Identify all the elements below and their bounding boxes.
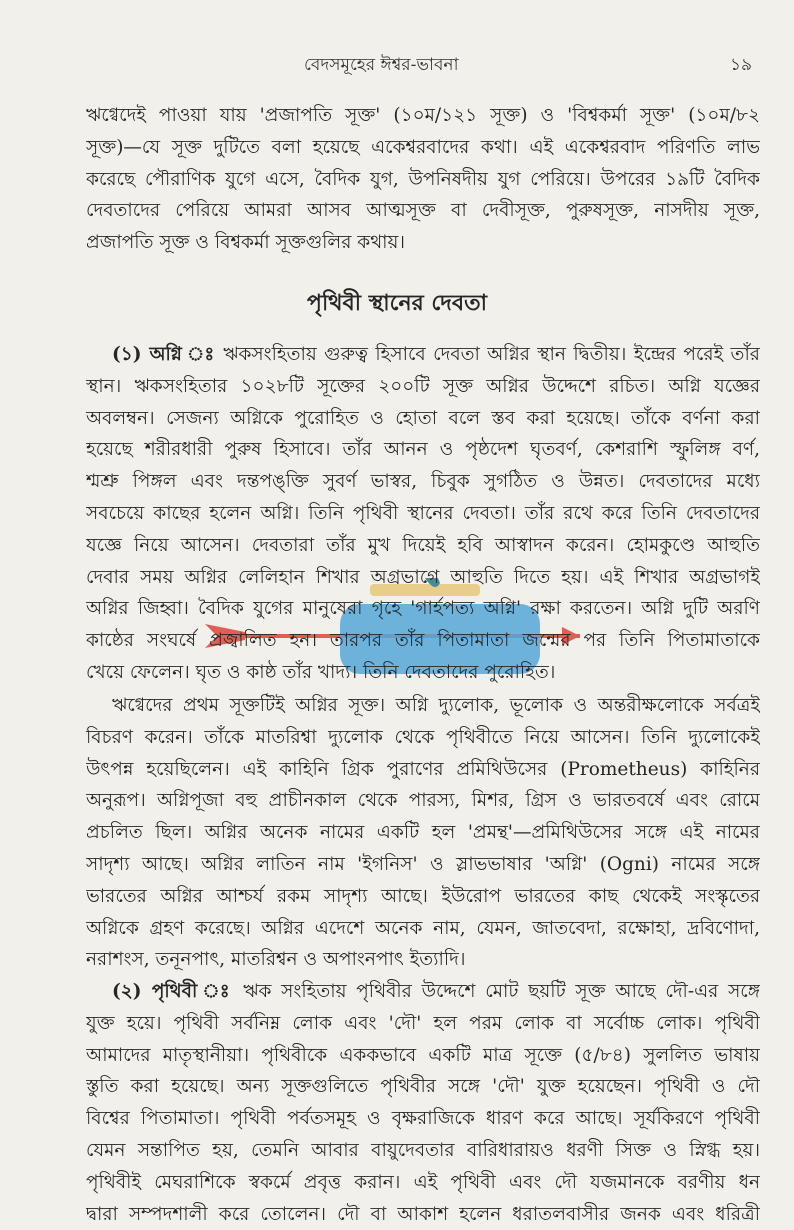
text-line: কাষ্ঠের সংঘর্ষে প্রজ্বালিত হন। তারপর তাঁর পিতামাতা জন্মের পর তিনি পিতামাতাকে [86,630,760,652]
text-line: হয়েছে শরীরধারী পুরুষ হিসাবে। তাঁর আনন ও পৃষ্ঠদেশ ঘৃতবর্ণ, কেশরাশি স্ফুলিঙ্গ বর্ণ, [86,439,760,461]
text-line: স্তুতি করা হয়েছে। অন্য সূক্তগুলিতে পৃথিবীর সঙ্গে 'দৌ' যুক্ত হয়েছেন। পৃথিবী ও দৌ [86,1076,760,1098]
text-line [86,339,760,371]
running-title: বেদসমূহের ঈশ্বর-ভাবনা [304,55,459,75]
text-line: দ্বারা সম্পদশালী করে তোলেন। দৌ বা আকাশ হলেন ধরাতলবাসীর জনক এবং ধরিত্রী [86,1203,760,1225]
text-line: স্থান। ঋকসংহিতার ১০২৮টি সূক্তের ২০০টি সূক্ত অগ্নির উদ্দেশে রচিত। অগ্নি যজ্ঞের [86,375,760,397]
text-line: সাদৃশ্য আছে। অগ্নির লাতিন নাম 'ইগনিস' ও স্লাভভাষার 'অগ্নি' (Ogni) নামের সঙ্গে [86,853,760,875]
text-line: বিচরণ করেন। তাঁকে মাতরিশ্বা দ্যুলোক থেকে পৃথিবীতে নিয়ে আসেন। তিনি দ্যুলোকেই [86,726,760,748]
text-segment: ঋক সংহিতায় পৃথিবীর উদ্দেশে মোট ছয়টি সূক্ত আছে দৌ-এর সঙ্গে [243,981,760,1002]
text-line: শ্মশ্রু পিঙ্গল এবং দন্তপঙ্‌ক্তি সুবর্ণ ভাস্বর, চিবুক সুগঠিত ও উন্নত। দেবতাদের মধ্যে [86,471,760,493]
prithivi-label: (২) পৃথিবী ঃ [112,981,234,1002]
text-segment: ঋকসংহিতায় গুরুত্ব হিসাবে দেবতা অগ্নির স্থান দ্বিতীয়। ইন্দ্রের পরেই তাঁর [223,344,760,365]
text-line: সবচেয়ে কাছের হলেন অগ্নি। তিনি পৃথিবী স্থানের দেবতা। তাঁর রথে করে তিনি দেবতাদের [86,502,760,524]
text-line: আমাদের মাতৃস্থানীয়া। পৃথিবীকে এককভাবে একটি মাত্র সূক্তে (৫/৮৪) সুললিত ভাষায় [86,1044,760,1066]
text-line: ঋগ্বেদের প্রথম সূক্তটিই অগ্নির সূক্ত। অগ্নি দ্যুলোক, ভূলোক ও অন্তরীক্ষলোকে সর্বত্রই [112,695,760,716]
prithivi-paragraph [86,976,760,1230]
text-line: খেয়ে ফেলেন। ঘৃত ও কাষ্ঠ তাঁর খাদ্য। তিনি দেবতাদের পুরোহিত। [86,661,556,683]
agni-label: (১) অগ্নি ঃ [112,344,216,365]
text-line: যেমন সন্তাপিত হয়, তেমনি আবার বায়ুদেবতার বারিধারায়ও ধরণী সিক্ত ও স্নিগ্ধ হয়। [86,1139,760,1161]
page-number: ১৯ [730,55,753,75]
text-line: অবলম্বন। সেজন্য অগ্নিকে পুরোহিত ও হোতা বলে স্তব করা হয়েছে। তাঁকে বর্ণনা করা [86,407,760,429]
text-line: প্রজাপতি সূক্ত ও বিশ্বকর্মা সূক্তগুলির কথায়। [86,232,406,254]
intro-paragraph [86,100,760,259]
section-heading: পৃথিবী স্থানের দেবতা [307,290,487,316]
text-line: অগ্নিকে গ্রহণ করেছে। অগ্নির এদেশে অনেক নাম, যেমন, জাতবেদা, রক্ষোহা, দ্রবিণোদা, [86,917,760,939]
text-line: পৃথিবীই মেঘরাশিকে স্বকর্মে প্রবৃত্ত করান। এই পৃথিবী এবং দৌ যজমানকে বরণীয় ধন [86,1171,760,1193]
text-line: অগ্নির জিহ্বা। বৈদিক যুগের মানুষেরা গৃহে 'গার্হপত্য অগ্নি' রক্ষা করতেন। অগ্নি দুটি অরণি [86,598,760,620]
text-line: অনুরূপ। অগ্নিপূজা বহু প্রাচীনকাল থেকে পারস্য, মিশর, গ্রিস ও ভারতবর্ষে এবং রোমে [86,790,760,812]
text-line: ঋগ্বেদেই পাওয়া যায় 'প্রজাপতি সূক্ত' (১০ম/১২১ সূক্ত) ও 'বিশ্বকর্মা সূক্ত' (১০ম/৮২ [86,105,760,126]
text-line [86,976,760,1008]
agni-paragraph [86,339,760,689]
text-line: প্রচলিত ছিল। অগ্নির অনেক নামের একটি হল 'প্রমন্থ'—প্রমিথিউসের সঙ্গে এই নামের [86,822,760,844]
text-line: যজ্ঞে নিয়ে আসেন। দেবতারা তাঁর মুখ দিয়েই হবি আস্বাদন করেন। হোমকুণ্ডে আহুতি [86,534,760,556]
text-line: নরাশংস, তনূনপাৎ, মাতরিশ্বন ও অপাংনপাৎ ইত্যাদি। [86,949,466,971]
text-line: করেছে পৌরাণিক যুগে এসে, বৈদিক যুগ, উপনিষদীয় যুগ পেরিয়ে। উপরের ১৯টি বৈদিক [86,168,760,190]
text-line: ভারতের অগ্নির আশ্চর্য রকম সাদৃশ্য আছে। ইউরোপ ভারতের কাছ থেকেই সংস্কৃতের [86,885,760,907]
text-line: দেবার সময় অগ্নির লেলিহান শিখার অগ্রভাগে আহুতি দিতে হয়। এই শিখার অগ্রভাগই [86,566,760,588]
text-line: বিশ্বের পিতামাতা। পৃথিবী পর্বতসমূহ ও বৃক্ষরাজিকে ধারণ করে আছে। সূর্যকিরণে পৃথিবী [86,1108,760,1130]
text-line: যুক্ত হয়ে। পৃথিবী সর্বনিম্ন লোক এবং 'দৌ' হল পরম লোক বা সর্বোচ্চ লোক। পৃথিবী [86,1012,760,1034]
text-line: সূক্ত)—যে সূক্ত দুটিতে বলা হয়েছে একেশ্বরবাদের কথা। এই একেশ্বরবাদ পরিণতি লাভ [86,136,760,158]
text-line: উৎপন্ন হয়েছিলেন। এই কাহিনি গ্রিক পুরাণের প্রমিথিউসের (Prometheus) কাহিনির [86,758,760,780]
text-line: দেবতাদের পেরিয়ে আমরা আসব আত্মসূক্ত বা দেবীসূক্ত, পুরুষসূক্ত, নাসদীয় সূক্ত, [86,200,760,222]
agni-continued-paragraph [86,690,760,976]
